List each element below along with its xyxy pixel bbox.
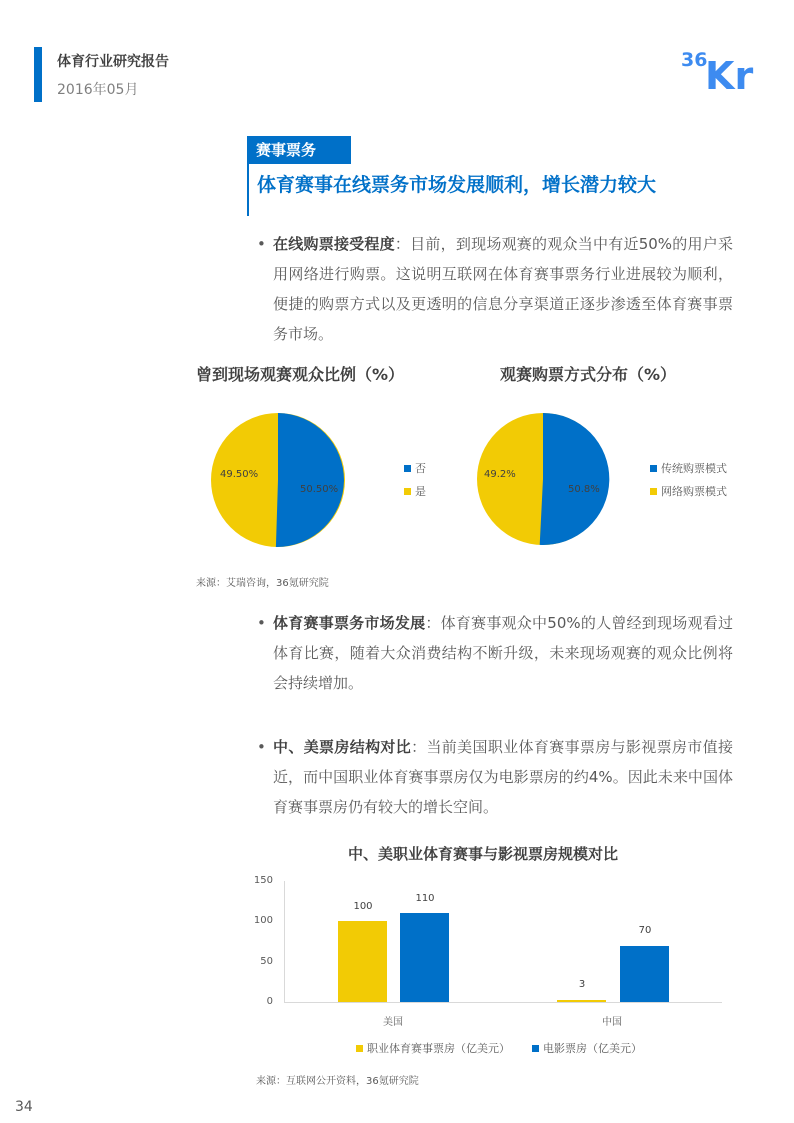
- bar-plot-area: [284, 881, 722, 1002]
- pie2-legend: [650, 460, 727, 499]
- 36kr-logo-icon: [681, 44, 765, 92]
- bar-source-note: 来源：互联网公开资料，36氪研究院: [256, 1076, 419, 1087]
- paragraph-heading: 在线购票接受程度: [273, 235, 395, 253]
- bar-cn-film: [620, 946, 669, 1002]
- pie2-label-traditional: 50.8%: [568, 484, 600, 495]
- pie1-chart: [210, 412, 346, 548]
- bar-us-sports: [338, 921, 387, 1002]
- legend-label: 职业体育赛事票房（亿美元）: [367, 1042, 510, 1055]
- bar-value-us-sports: 100: [353, 901, 373, 912]
- x-label-us: 美国: [383, 1017, 403, 1028]
- bullet: •: [257, 235, 266, 253]
- bar-value-cn-sports: 3: [578, 979, 586, 990]
- svg-text:36: 36: [681, 49, 708, 71]
- bar-legend: [356, 1040, 642, 1056]
- paragraph-box-office-comparison: [257, 732, 733, 822]
- pie-source-note: 来源：艾瑞咨询，36氪研究院: [196, 578, 329, 589]
- bar-value-us-film: 110: [415, 893, 435, 904]
- report-title: 体育行业研究报告: [57, 54, 169, 70]
- paragraph-heading: 体育赛事票务市场发展: [273, 614, 426, 632]
- pie1-legend: [404, 460, 426, 499]
- legend-swatch-yellow: [650, 488, 657, 495]
- legend-label: 网络购票模式: [661, 485, 727, 498]
- header-accent-bar: [34, 47, 42, 102]
- y-tick: 50: [260, 956, 273, 967]
- section-title: 体育赛事在线票务市场发展顺利，增长潜力较大: [257, 174, 657, 196]
- legend-swatch-yellow: [404, 488, 411, 495]
- x-axis: [284, 1002, 722, 1003]
- paragraph-body: ：体育赛事观众中50%的人曾经到现场观看过体育比赛，随着大众消费结构不断升级，未来现场观赛的观众比例将会持续增加。: [273, 614, 733, 692]
- bar-us-film: [400, 913, 449, 1002]
- legend-swatch-blue: [532, 1045, 539, 1052]
- bar-value-cn-film: 70: [638, 925, 652, 936]
- legend-label: 是: [415, 485, 426, 498]
- legend-label: 电影票房（亿美元）: [543, 1042, 642, 1055]
- report-date: 2016年05月: [57, 82, 139, 98]
- paragraph-market-development: [257, 608, 733, 698]
- page-number: 34: [15, 1099, 33, 1115]
- legend-label: 否: [415, 462, 426, 475]
- x-label-cn: 中国: [602, 1017, 622, 1028]
- svg-text:Kr: Kr: [705, 54, 754, 92]
- legend-swatch-blue: [404, 465, 411, 472]
- bar-cn-sports: [557, 1000, 606, 1002]
- legend-swatch-blue: [650, 465, 657, 472]
- y-tick: 0: [266, 996, 273, 1007]
- pie1-title: 曾到现场观赛观众比例（%）: [196, 365, 405, 384]
- paragraph-body: ：目前，到现场观赛的观众当中有近50%的用户采用网络进行购票。这说明互联网在体育赛事票务行业进展较为顺利，便捷的购票方式以及更透明的信息分享渠道正逐步渗透至体育赛事票务市场。: [273, 235, 733, 343]
- paragraph-heading: 中、美票房结构对比: [273, 738, 412, 756]
- legend-swatch-yellow: [356, 1045, 363, 1052]
- y-tick: 150: [253, 875, 273, 886]
- pie2-label-online: 49.2%: [484, 469, 516, 480]
- paragraph-body: ：当前美国职业体育赛事票房与影视票房市值接近，而中国职业体育赛事票房仅为电影票房的约4%。因此未来中国体育赛事票房仍有较大的增长空间。: [273, 738, 733, 816]
- pie2-title: 观赛购票方式分布（%）: [500, 365, 677, 384]
- pie1-label-yes: 49.50%: [220, 469, 259, 480]
- bullet: •: [257, 738, 266, 756]
- bar-chart-title: 中、美职业体育赛事与影视票房规模对比: [348, 845, 619, 863]
- bullet: •: [257, 614, 266, 632]
- pie1-label-no: 50.50%: [300, 484, 339, 495]
- paragraph-online-ticketing: [257, 229, 733, 349]
- legend-label: 传统购票模式: [661, 462, 727, 475]
- y-tick: 100: [253, 915, 273, 926]
- section-tag: 赛事票务: [247, 136, 351, 164]
